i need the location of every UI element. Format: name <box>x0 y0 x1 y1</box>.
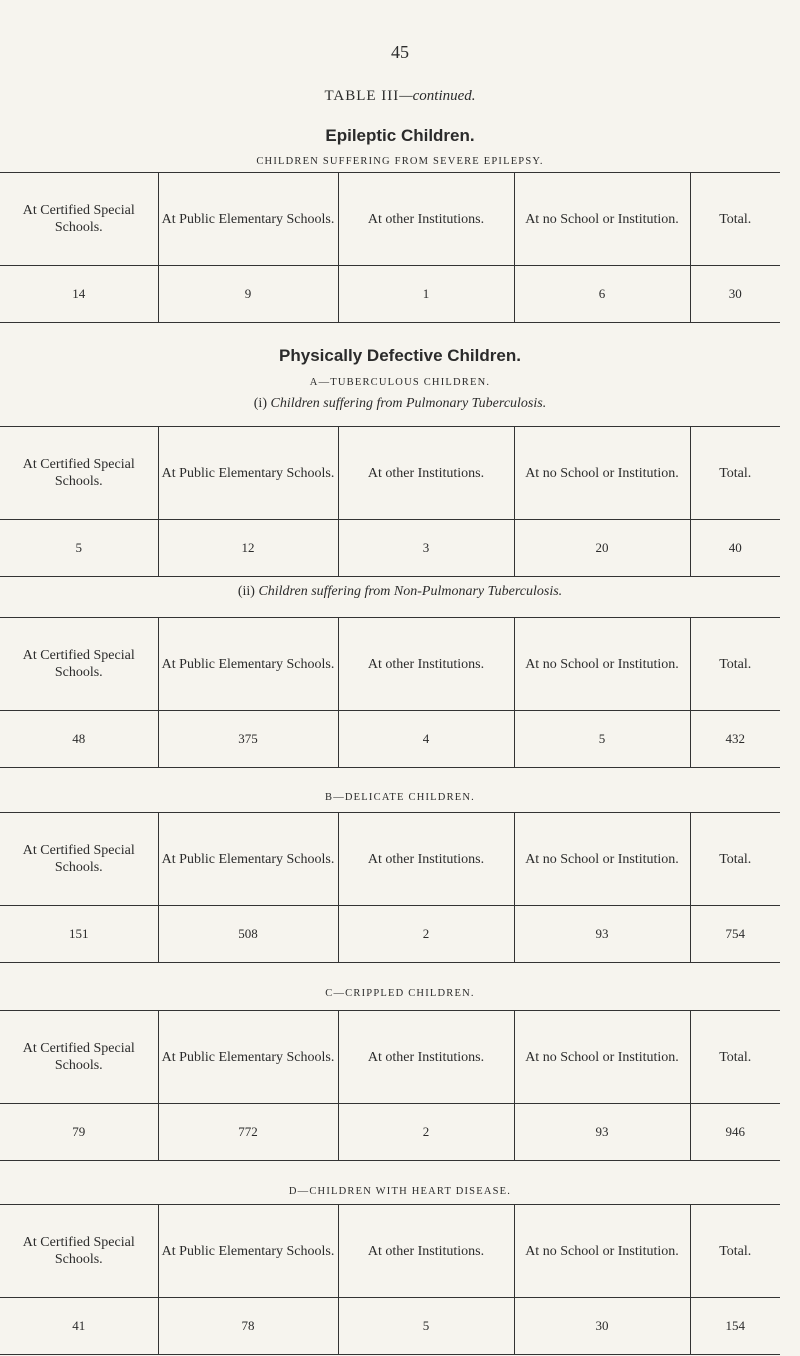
cell-other: 2 <box>338 906 514 963</box>
cell-other: 2 <box>338 1104 514 1161</box>
cell-other: 1 <box>338 266 514 323</box>
cell-public: 9 <box>158 266 338 323</box>
col-header-public: At Public Elementary Schools. <box>158 813 338 906</box>
table-header-row <box>0 1011 780 1104</box>
pulmonary-subheading <box>0 396 800 412</box>
col-header-certified: At Certified Special Schools. <box>0 173 158 266</box>
crippled-heading: C—CRIPPLED CHILDREN. <box>325 988 475 999</box>
col-header-public: At Public Elementary Schools. <box>158 618 338 711</box>
cell-other: 3 <box>338 520 514 577</box>
cell-public: 375 <box>158 711 338 768</box>
delicate-table <box>0 812 780 963</box>
cell-public: 772 <box>158 1104 338 1161</box>
col-header-no-school: At no School or Institution. <box>514 1011 690 1104</box>
non-pulmonary-label: Children suffering from Non-Pulmonary Tuberculosis. <box>258 584 563 599</box>
col-header-total: Total. <box>690 173 780 266</box>
cell-total: 40 <box>690 520 780 577</box>
col-header-public: At Public Elementary Schools. <box>158 173 338 266</box>
non-pulmonary-num: (ii) <box>237 584 255 599</box>
cell-public: 12 <box>158 520 338 577</box>
page-number: 45 <box>391 42 409 62</box>
table-header-row <box>0 1205 780 1298</box>
col-header-total: Total. <box>690 1011 780 1104</box>
cell-total: 754 <box>690 906 780 963</box>
cell-no-school: 5 <box>514 711 690 768</box>
non-pulmonary-table <box>0 617 780 768</box>
table-header-row <box>0 427 780 520</box>
col-header-other: At other Institutions. <box>338 813 514 906</box>
table-header-row <box>0 173 780 266</box>
cell-total: 154 <box>690 1298 780 1355</box>
col-header-certified: At Certified Special Schools. <box>0 813 158 906</box>
col-header-no-school: At no School or Institution. <box>514 618 690 711</box>
col-header-certified: At Certified Special Schools. <box>0 618 158 711</box>
cell-total: 432 <box>690 711 780 768</box>
heart-disease-table <box>0 1204 780 1355</box>
table-row <box>0 711 780 768</box>
col-header-other: At other Institutions. <box>338 618 514 711</box>
col-header-no-school: At no School or Institution. <box>514 1205 690 1298</box>
col-header-other: At other Institutions. <box>338 1011 514 1104</box>
col-header-public: At Public Elementary Schools. <box>158 1011 338 1104</box>
col-header-other: At other Institutions. <box>338 173 514 266</box>
col-header-certified: At Certified Special Schools. <box>0 1011 158 1104</box>
cell-no-school: 93 <box>514 906 690 963</box>
tuberculous-heading: A—TUBERCULOUS CHILDREN. <box>309 377 491 388</box>
table-heading-continued: —continued. <box>399 88 476 104</box>
cell-no-school: 30 <box>514 1298 690 1355</box>
table-row <box>0 1104 780 1161</box>
non-pulmonary-subheading <box>0 584 800 600</box>
col-header-total: Total. <box>690 618 780 711</box>
cell-public: 508 <box>158 906 338 963</box>
table-row <box>0 266 780 323</box>
cell-public: 78 <box>158 1298 338 1355</box>
col-header-no-school: At no School or Institution. <box>514 173 690 266</box>
table-heading <box>0 88 800 105</box>
pulmonary-table <box>0 426 780 577</box>
col-header-no-school: At no School or Institution. <box>514 813 690 906</box>
col-header-other: At other Institutions. <box>338 1205 514 1298</box>
cell-certified: 41 <box>0 1298 158 1355</box>
table-header-row <box>0 813 780 906</box>
epileptic-subtitle: CHILDREN SUFFERING FROM SEVERE EPILEPSY. <box>256 156 544 167</box>
cell-certified: 14 <box>0 266 158 323</box>
col-header-total: Total. <box>690 427 780 520</box>
heart-disease-heading: D—CHILDREN WITH HEART DISEASE. <box>288 1186 512 1197</box>
cell-certified: 151 <box>0 906 158 963</box>
cell-no-school: 6 <box>514 266 690 323</box>
table-row <box>0 906 780 963</box>
cell-certified: 79 <box>0 1104 158 1161</box>
cell-no-school: 93 <box>514 1104 690 1161</box>
col-header-public: At Public Elementary Schools. <box>158 1205 338 1298</box>
cell-total: 946 <box>690 1104 780 1161</box>
table-header-row <box>0 618 780 711</box>
pulmonary-label: Children suffering from Pulmonary Tuberculosis. <box>270 396 547 411</box>
table-row <box>0 520 780 577</box>
col-header-public: At Public Elementary Schools. <box>158 427 338 520</box>
table-row <box>0 1298 780 1355</box>
epileptic-table <box>0 172 780 323</box>
cell-certified: 5 <box>0 520 158 577</box>
col-header-total: Total. <box>690 813 780 906</box>
epileptic-title: Epileptic Children. <box>325 126 475 145</box>
col-header-no-school: At no School or Institution. <box>514 427 690 520</box>
col-header-certified: At Certified Special Schools. <box>0 427 158 520</box>
physically-defective-title: Physically Defective Children. <box>279 346 521 365</box>
cell-total: 30 <box>690 266 780 323</box>
col-header-other: At other Institutions. <box>338 427 514 520</box>
table-heading-label: TABLE III <box>324 88 400 104</box>
delicate-heading: B—DELICATE CHILDREN. <box>325 792 475 803</box>
crippled-table <box>0 1010 780 1161</box>
pulmonary-num: (i) <box>253 396 267 411</box>
col-header-total: Total. <box>690 1205 780 1298</box>
cell-other: 4 <box>338 711 514 768</box>
cell-certified: 48 <box>0 711 158 768</box>
cell-other: 5 <box>338 1298 514 1355</box>
cell-no-school: 20 <box>514 520 690 577</box>
col-header-certified: At Certified Special Schools. <box>0 1205 158 1298</box>
